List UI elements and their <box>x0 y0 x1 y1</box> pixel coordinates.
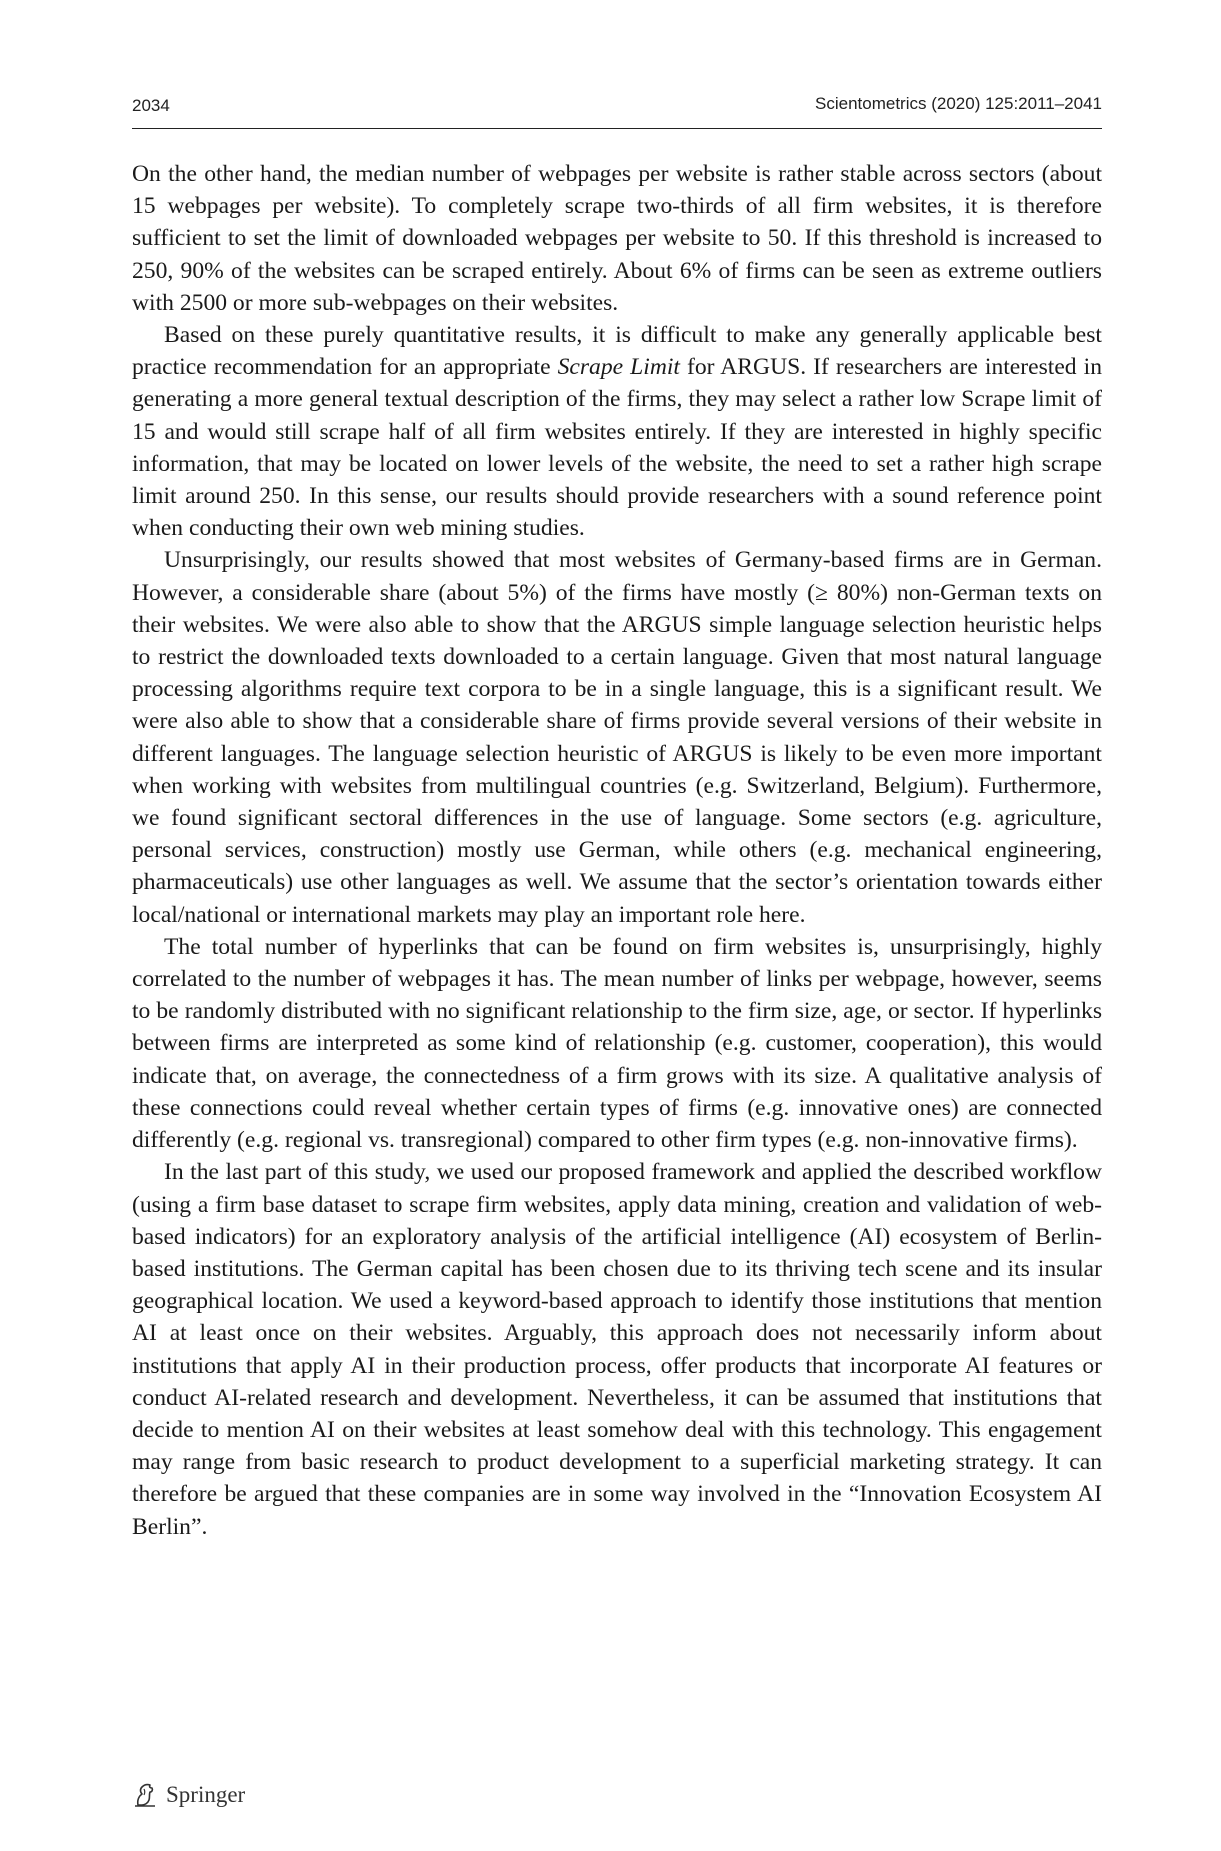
paragraph-2-text-before: Based on these purely quantitative results, it is difficult to make any generally applicable best practice recommendation for an appropriate <box>132 322 1102 381</box>
scrape-limit-term: Scrape Limit <box>557 354 680 381</box>
paragraph-2-text-after: for ARGUS. If researchers are interested in generating a more general textual description of the firms, they may select a rather low Scrape limit of 15 and would still scrape half of all firm websites entirely. If they are interested in highly specific information, that may be located on lower levels of the website, the need to set a rather high scrape limit around 250. In this sense, our results should provide researchers with a sound reference point when conducting their own web mining studies. <box>132 354 1102 542</box>
publisher-name: Springer <box>166 1782 246 1807</box>
paragraph-4: The total number of hyperlinks that can be found on firm websites is, unsurprisingly, highly correlated to the number of webpages it has. The mean number of links per webpage, however, seems to be randomly distributed with no significant relationship to the firm size, age, or sector. If hyperlinks between firms are interpreted as some kind of relationship (e.g. customer, cooperation), this would indicate that, on average, the connectedness of a firm grows with its size. A qualitative analysis of these connections could reveal whether certain types of firms (e.g. innovative ones) are connected differently (e.g. regional vs. transregional) compared to other firm types (e.g. non-innovative firms). <box>132 933 1102 1154</box>
running-header <box>132 92 1102 129</box>
paragraph-3: Unsurprisingly, our results showed that most websites of Germany-based firms are in German. However, a considerable share (about 5%) of the firms have mostly (≥ 80%) non-German texts on their websites. We were also able to show that the ARGUS simple language selection heuristic helps to restrict the downloaded texts downloaded to a certain language. Given that most natural language processing algorithms require text corpora to be in a single language, this is a significant result. We were also able to show that a considerable share of firms provide several versions of their website in different languages. The language selection heuristic of ARGUS is likely to be even more important when working with websites from multilingual countries (e.g. Switzerland, Belgium). Furthermore, we found significant sectoral differences in the use of language. Some sectors (e.g. agriculture, personal services, construction) mostly use German, while others (e.g. mechanical engineering, pharmaceuticals) use other languages as well. We assume that the sector’s orientation towards either local/national or international markets may play an important role here. <box>132 547 1102 928</box>
journal-citation: Scientometrics (2020) 125:2011–2041 <box>815 94 1102 113</box>
paragraph-1: On the other hand, the median number of webpages per website is rather stable across sectors (about 15 webpages per website). To completely scrape two-thirds of all firm websites, it is therefore sufficient to set the limit of downloaded webpages per website to 50. If this threshold is increased to 250, 90% of the websites can be scraped entirely. About 6% of firms can be seen as extreme outliers with 2500 or more sub-webpages on their websites. <box>132 161 1102 316</box>
body-text <box>132 158 1102 1543</box>
publisher-footer <box>132 1782 245 1808</box>
paragraph-5: In the last part of this study, we used our proposed framework and applied the described workflow (using a firm base dataset to scrape firm websites, apply data mining, creation and validation of web-based indicators) for an exploratory analysis of the artificial intelligence (AI) ecosystem of Berlin-based institutions. The German capital has been chosen due to its thriving tech scene and its insular geographical location. We used a keyword-based approach to identify those institutions that mention AI at least once on their websites. Arguably, this approach does not necessarily inform about institutions that apply AI in their production process, offer products that incorporate AI features or conduct AI-related research and development. Nevertheless, it can be assumed that institutions that decide to mention AI on their websites at least somehow deal with this technology. This engagement may range from basic research to product development to a superficial marketing strategy. It can therefore be argued that these companies are in some way involved in the “Innovation Ecosystem AI Berlin”. <box>132 1159 1102 1540</box>
page-number: 2034 <box>132 96 170 115</box>
paragraph-2 <box>132 319 1102 544</box>
springer-horse-icon <box>132 1782 158 1808</box>
